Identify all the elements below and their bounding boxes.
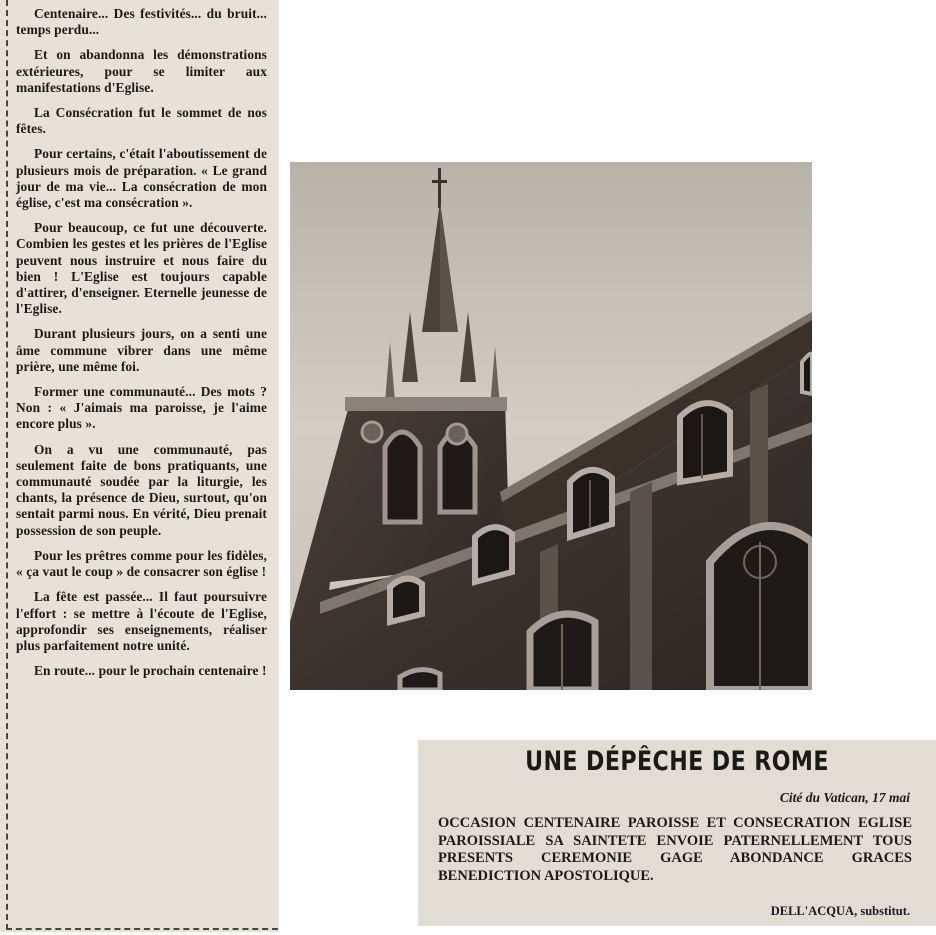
column-dashed-rule-left [6, 0, 8, 930]
paragraph-1: Centenaire... Des festivités... du bruit... temps perdu... [16, 6, 267, 38]
dispatch-dateline: Cité du Vatican, 17 mai [779, 790, 910, 805]
paragraph-8: On a vu une communauté, pas seulement faite de bons pratiquants, une communauté soudée par la liturgie, les chants, la présence de Dieu, surtout, qu'on sentait parmi nous. En vérité, Dieu prenait possession de son peuple. [16, 441, 267, 538]
paragraph-6: Durant plusieurs jours, on a senti une âme commune vibrer dans une même prière, une même foi. [16, 326, 267, 374]
column-dashed-rule-bottom [6, 928, 278, 930]
paragraph-4: Pour certains, c'était l'aboutissement de plusieurs mois de préparation. « Le grand jour de ma vie... La consécration de mon église, c'est ma consécration ». [16, 146, 267, 211]
paragraph-3: La Consécration fut le sommet de nos fêtes. [16, 105, 267, 137]
dispatch-title: UNE DÉPÊCHE DE ROME [525, 746, 829, 777]
paragraph-9: Pour les prêtres comme pour les fidèles, « ça vaut le coup » de consacrer son église ! [16, 547, 267, 580]
dispatch-body: OCCASION CENTENAIRE PAROISSE ET CONSECRATION EGLISE PAROISSIALE SA SAINTETE ENVOIE PATERNELLEMENT TOUS PRESENTS CEREMONIE GAGE ABONDANCE GRACES BENEDICTION APOSTOLIQUE. [438, 815, 912, 884]
paragraph-7: Former une communauté... Des mots ? Non : « J'aimais ma paroisse, je l'aime encore plus ». [16, 384, 267, 432]
church-photo [290, 162, 812, 690]
article-column [0, 0, 279, 932]
paragraph-10: La fête est passée... Il faut poursuivre l'effort : se mettre à l'écoute de l'Eglise, approfondir ses enseignements, réaliser plus parfaitement notre unité. [16, 589, 267, 653]
dispatch-signature: DELL'ACQUA, substitut. [770, 904, 910, 918]
paragraph-11: En route... pour le prochain centenaire ! [34, 663, 267, 679]
paragraph-2: Et on abandonna les démonstrations extérieures, pour se limiter aux manifestations d'Eglise. [16, 47, 267, 95]
dispatch-box [418, 740, 936, 926]
paragraph-5: Pour beaucoup, ce fut une découverte. Combien les gestes et les prières de l'Eglise peuvent nous instruire et nous faire du bien ! L'Eglise est toujours capable d'attirer, d'enseigner. Eternelle jeunesse de l'Eglise. [16, 220, 267, 317]
